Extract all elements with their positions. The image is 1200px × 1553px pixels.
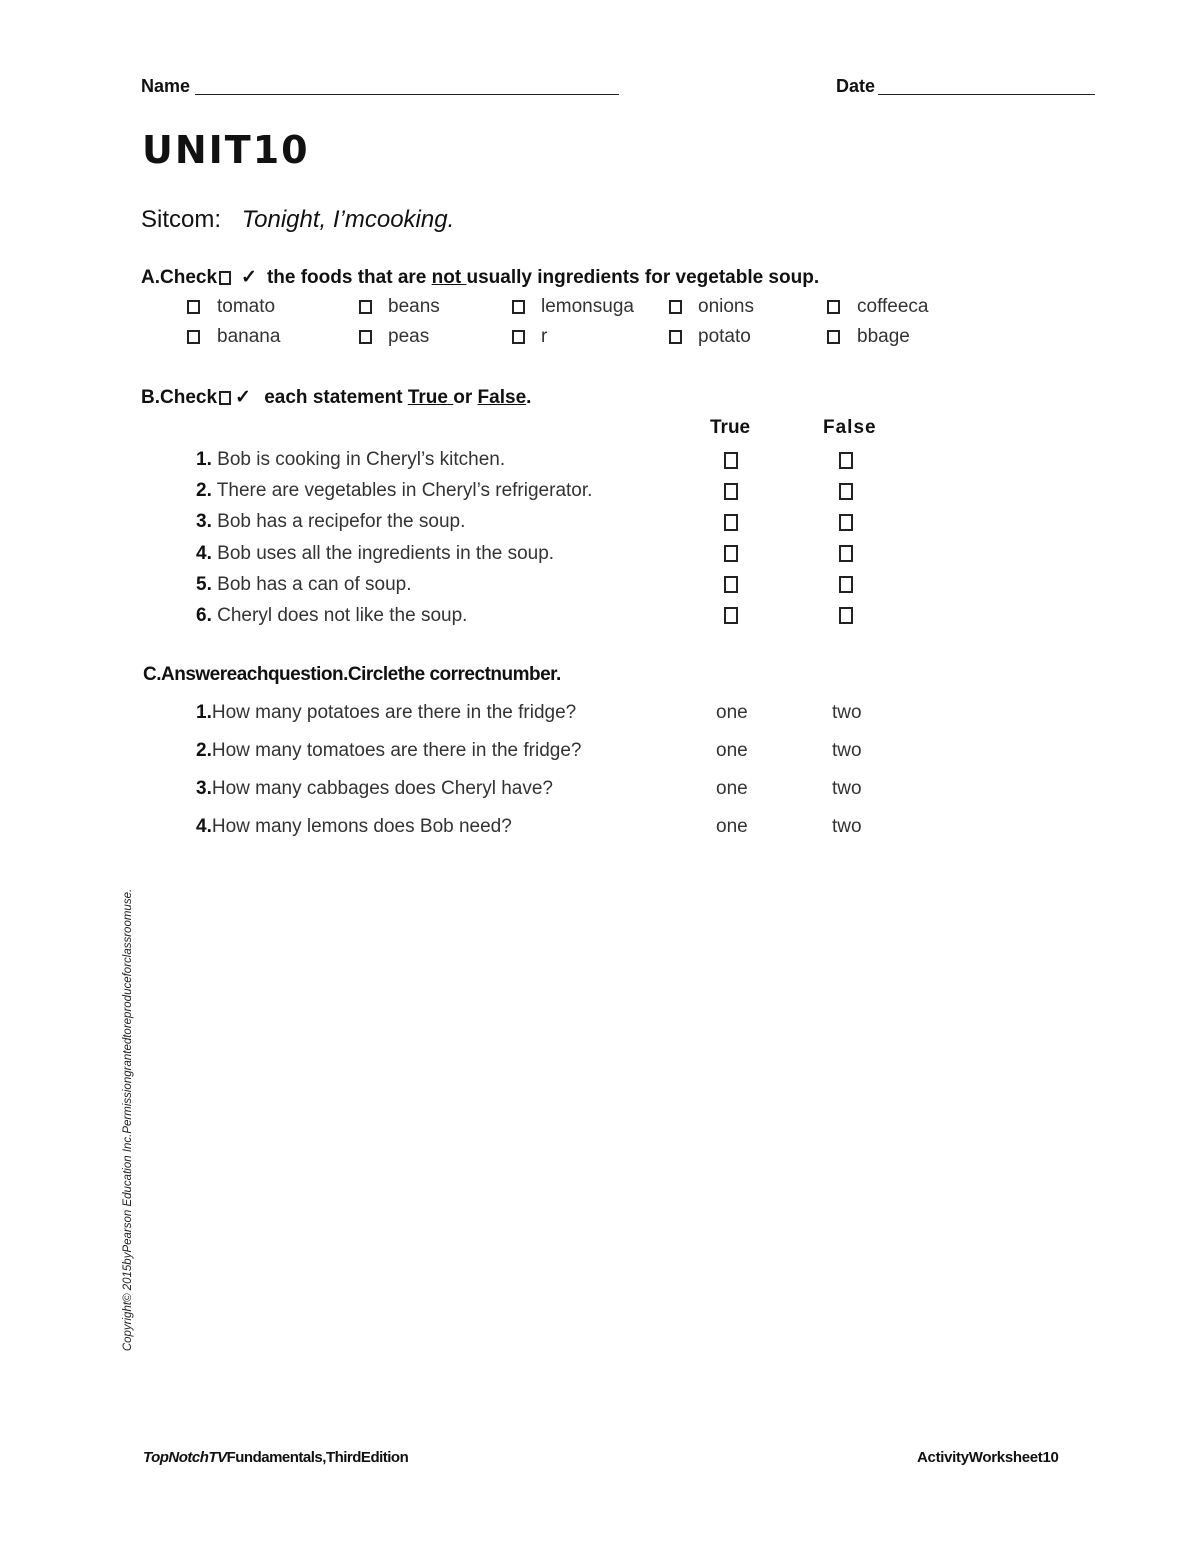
section-a-prefix: A.Check [141,267,218,288]
food-checkbox[interactable] [669,330,682,344]
food-option: lemonsuga [541,296,634,317]
answer-option-two[interactable]: two [832,702,862,723]
true-checkbox[interactable] [724,545,738,562]
true-checkbox[interactable] [724,514,738,531]
question-row [196,740,582,762]
unit-title: UNIT10 [142,128,310,172]
false-checkbox[interactable] [839,607,853,624]
question-text: How many potatoes are there in the fridge? [211,702,577,723]
false-checkbox[interactable] [839,576,853,593]
statement-text: Bob has a recipefor the soup. [217,511,466,532]
food-checkbox[interactable] [669,300,682,314]
food-checkbox[interactable] [827,330,840,344]
footer-book-italic: TopNotchTV [143,1449,227,1466]
section-a-not: not [431,267,467,288]
answer-option-two[interactable]: two [832,816,862,837]
statement-text: There are vegetables in Cheryl’s refrigerator. [216,480,593,501]
date-label: Date [836,76,876,96]
food-checkbox[interactable] [512,330,525,344]
footer-book-title [143,1449,408,1466]
food-checkbox[interactable] [359,330,372,344]
section-b-heading [141,386,531,409]
answer-option-one[interactable]: one [716,702,748,723]
section-b-period: . [526,387,532,408]
food-checkbox[interactable] [827,300,840,314]
food-checkbox[interactable] [359,300,372,314]
true-column-header: True [710,417,751,438]
section-b-or-word: or [453,387,478,408]
section-b-prefix: B.Check [141,387,218,408]
false-column-header: False [823,417,877,438]
statement-row [196,511,465,533]
true-checkbox[interactable] [724,607,738,624]
section-b-text-mid: each statement [258,387,408,408]
statement-number: 5. [196,574,212,595]
question-text: How many tomatoes are there in the fridge? [211,740,582,761]
question-row [196,778,553,800]
food-option: peas [388,326,430,347]
section-c-heading: C.Answereachquestion.Circlethe correctnumber. [143,664,561,685]
sitcom-line [141,206,454,234]
food-option: bbage [857,326,910,347]
checkmark-icon: ✓ [235,387,251,408]
question-row [196,702,576,724]
section-b-false-word: False [477,387,527,408]
answer-option-two[interactable]: two [832,778,862,799]
question-text: How many cabbages does Cheryl have? [211,778,553,799]
answer-option-one[interactable]: one [716,778,748,799]
food-option: onions [698,296,754,317]
copyright-notice: Copyright© 2015byPearson Education Inc.Permissiongrantedtoreproduceforclassroomuse. [122,888,134,1352]
checkmark-icon: ✓ [241,267,257,288]
food-option: potato [698,326,751,347]
section-b-true-word: True [407,387,454,408]
food-option: banana [217,326,281,347]
true-checkbox[interactable] [724,483,738,500]
food-option: coffeeca [857,296,929,317]
checkbox-icon [219,391,231,405]
true-checkbox[interactable] [724,452,738,469]
statement-number: 4. [196,543,212,564]
answer-option-one[interactable]: one [716,816,748,837]
name-field[interactable] [195,94,619,95]
question-text: How many lemons does Bob need? [211,816,512,837]
statement-text: Bob has a can of soup. [217,574,412,595]
statement-number: 3. [196,511,212,532]
food-checkbox[interactable] [187,330,200,344]
question-number: 3. [196,778,212,799]
food-option: r [541,326,548,347]
statement-text: Bob is cooking in Cheryl’s kitchen. [217,449,506,470]
false-checkbox[interactable] [839,452,853,469]
true-checkbox[interactable] [724,576,738,593]
statement-row [196,480,592,502]
question-number: 1. [196,702,212,723]
statement-number: 1. [196,449,212,470]
statement-number: 6. [196,605,212,626]
false-checkbox[interactable] [839,514,853,531]
false-checkbox[interactable] [839,545,853,562]
food-option: tomato [217,296,276,317]
sitcom-label: Sitcom: [141,206,222,233]
section-a-heading [141,266,819,289]
checkbox-icon [219,271,231,285]
question-number: 4. [196,816,212,837]
section-a-text-after: usually ingredients for vegetable soup. [466,267,820,288]
question-number: 2. [196,740,212,761]
statement-row [196,543,554,565]
food-checkbox[interactable] [187,300,200,314]
food-checkbox[interactable] [512,300,525,314]
statement-row [196,605,467,627]
statement-row [196,574,412,596]
footer-book-rest: Fundamentals,ThirdEdition [226,1449,409,1466]
answer-option-one[interactable]: one [716,740,748,761]
date-field[interactable] [878,94,1095,95]
answer-option-two[interactable]: two [832,740,862,761]
sitcom-title: Tonight, I’mcooking. [241,206,455,233]
false-checkbox[interactable] [839,483,853,500]
statement-number: 2. [196,480,212,501]
question-row [196,816,512,838]
statement-text: Cheryl does not like the soup. [217,605,468,626]
name-label: Name [141,76,191,96]
section-a-text-before: the foods that are [266,267,432,288]
statement-row [196,449,505,471]
food-option: beans [388,296,440,317]
footer-sheet-label: ActivityWorksheet10 [917,1449,1059,1466]
statement-text: Bob uses all the ingredients in the soup. [217,543,555,564]
